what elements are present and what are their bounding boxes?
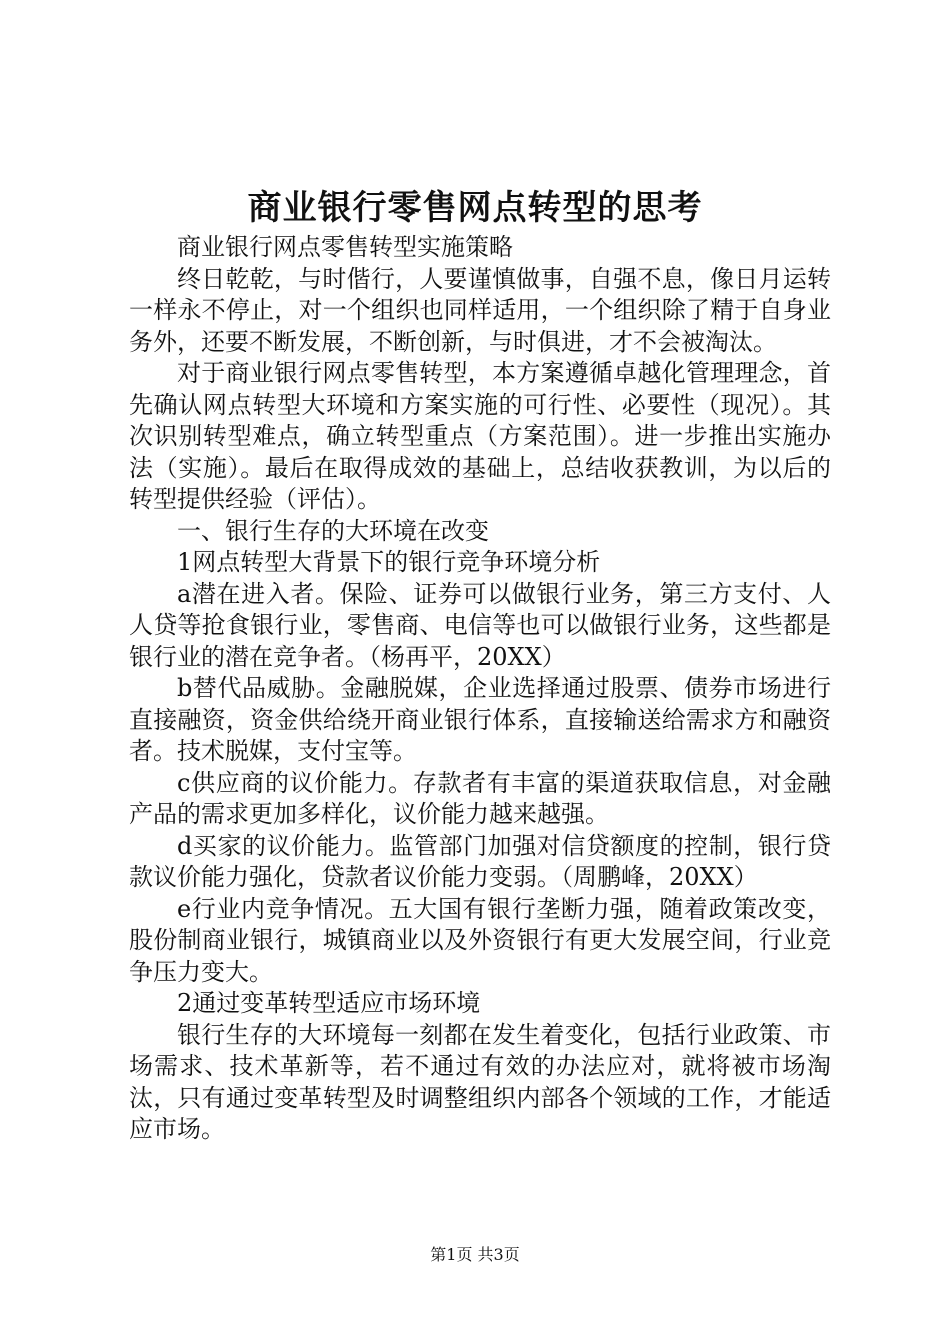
section-heading-1: 一、银行生存的大环境在改变 — [177, 516, 489, 545]
document-body — [129, 232, 831, 1146]
paragraph-approach: 对于商业银行网点零售转型，本方案遵循卓越化管理理念，首先确认网点转型大环境和方案实施的可行性、必要性（现况）。其次识别转型难点，确立转型重点（方案范围）。进一步推出实施办法（实施）。最后在取得成效的基础上，总结收获教训，为以后的转型提供经验（评估）。 — [129, 359, 831, 513]
subsection-heading-1: 1网点转型大背景下的银行竞争环境分析 — [177, 548, 601, 576]
paragraph-item-e: e行业内竞争情况。五大国有银行垄断力强，随着政策改变，股份制商业银行，城镇商业以及外资银行有更大发展空间，行业竞争压力变大。 — [129, 894, 831, 986]
document-title: 商业银行零售网点转型的思考 — [247, 188, 703, 228]
paragraph-item-d: d买家的议价能力。监管部门加强对信贷额度的控制，银行贷款议价能力强化，贷款者议价能力变弱。（周鹏峰，20XX） — [129, 831, 831, 891]
paragraph-item-c: c供应商的议价能力。存款者有丰富的渠道获取信息，对金融产品的需求更加多样化，议价能力越来越强。 — [129, 768, 831, 828]
paragraph-adapt: 银行生存的大环境每一刻都在发生着变化，包括行业政策、市场需求、技术革新等，若不通过有效的办法应对，就将被市场淘汰，只有通过变革转型及时调整组织内部各个领域的工作，才能适应市场。 — [129, 1020, 831, 1143]
page-footer: 第1页 共3页 — [430, 1245, 520, 1264]
paragraph-item-b: b替代品威胁。金融脱媒，企业选择通过股票、债券市场进行直接融资，资金供给绕开商业银行体系，直接输送给需求方和融资者。技术脱媒，支付宝等。 — [129, 674, 831, 765]
paragraph-intro: 终日乾乾，与时偕行，人要谨慎做事，自强不息，像日月运转一样永不停止，对一个组织也同样适用，一个组织除了精于自身业务外，还要不断发展，不断创新，与时俱进，才不会被淘汰。 — [129, 264, 831, 356]
paragraph-item-a: a潜在进入者。保险、证券可以做银行业务，第三方支付、人人贷等抢食银行业，零售商、电信等也可以做银行业务，这些都是银行业的潜在竞争者。（杨再平，20XX） — [129, 579, 831, 671]
paragraph-subtitle: 商业银行网点零售转型实施策略 — [177, 233, 513, 261]
subsection-heading-2: 2通过变革转型适应市场环境 — [177, 989, 481, 1017]
